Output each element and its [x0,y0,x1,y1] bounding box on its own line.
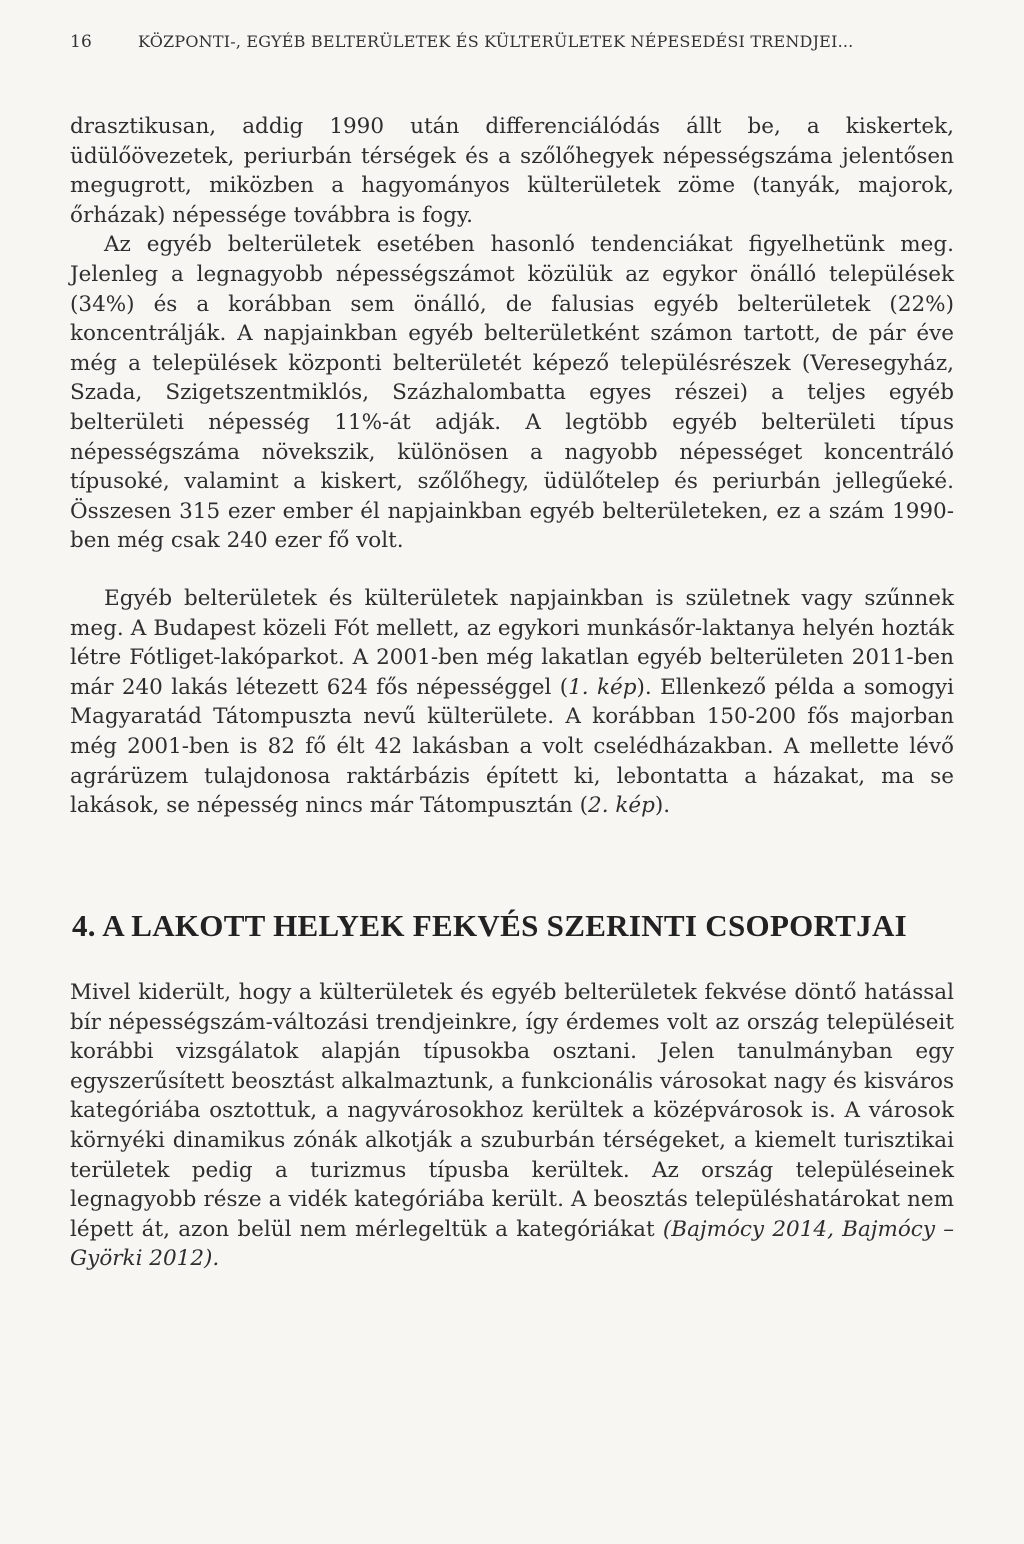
paragraph-fotliget-text-b: ). Ellenkező példa a somogyi Magyaratád Tátompuszta nevű külterülete. A korábban 150-200 fős majorban még 2001-ben is 82 fő élt 42 lakásban a volt cselédházakban. A mellette lévő agrárüzem tulajdonosa raktárbázis épített ki, lebontatta a házakat, ma se lakások, se népesség nincs már Tátompusztán ( [70,674,954,819]
paragraph-fotliget-text-a: Egyéb belterületek és külterületek napjainkban is születnek vagy szűnnek meg. A Budapest közeli Fót mellett, az egykori munkásőr-laktanya helyén hozták létre Fótliget-lakóparkot. A 2001-ben még lakatlan egyéb belterületen 2011-ben már 240 lakás létezett 624 fős népességgel ( [70,586,954,700]
paragraph-fotliget-text-c: ). [654,793,671,819]
paragraph-egyeb-belteruletek: Az egyéb belterületek esetében hasonló tendenciákat figyelhetünk meg. Jelenleg a legnagyobb népességszámot közülük az egykor önálló települések (34%) és a korábban sem önálló, de falusias egyéb belterületek (22%) koncentrálják. A napjainkban egyéb belterületként számon tartott, de pár éve még a települések központi belterületét képező településrészek (Veresegyház, Szada, Szigetszentmiklós, Százhalombatta egyes részei) a teljes egyéb belterületi népesség 11%-át adják. A legtöbb egyéb belterületi típus népességszáma növekszik, különösen a nagyobb népességet koncentráló típusoké, valamint a kiskert, szőlőhegy, üdülőtelep és periurbán jellegűeké. Összesen 315 ezer ember él napjainkban egyéb belterületeken, ez a szám 1990-ben még csak 240 ezer fő volt. [70,232,954,554]
citation-end: . [212,1246,220,1272]
figure-reference-1: 1. kép [568,674,637,700]
section-heading: 4. A LAKOTT HELYEK FEKVÉS SZERINTI CSOPORTJAI [72,908,908,943]
figure-reference-2: 2. kép [588,793,655,819]
paragraph-section-text: Mivel kiderült, hogy a külterületek és egyéb belterületek fekvése döntő hatással bír népességszám-változási trendjeinkre, így érdemes volt az ország településeit korábbi vizsgálatok alapján típusokba osztani. Jelen tanulmányban egy egyszerűsített beosztást alkalmaztunk, a funkcionális városokat nagy és kisváros kategóriába osztottuk, a nagyvárosokhoz kerültek a középvárosok is. A városok környéki dinamikus zónák alkotják a szuburbán térségeket, a kiemelt turisztikai területek pedig a turizmus típusba kerültek. Az ország településeinek legnagyobb része a vidék kategóriába került. A beosztás településhatárokat nem lépett át, azon belül nem mérlegeltük a kategóriákat [70,980,954,1242]
text-block-section [70,978,954,1274]
paragraph-section-intro [70,978,954,1274]
citation: (Bajmócy 2014, Bajmócy – Györki 2012) [70,1216,955,1272]
text-block-middle [70,584,954,821]
paragraph-fotliget [70,584,954,821]
running-head-title: KÖZPONTI-, EGYÉB BELTERÜLETEK ÉS KÜLTERÜLETEK NÉPESEDÉSI TRENDJEI... [138,32,854,51]
running-head [70,32,970,52]
page-number: 16 [70,32,93,52]
text-block-top [70,112,954,556]
paragraph-continued: drasztikusan, addig 1990 után differenciálódás állt be, a kiskertek, üdülőövezetek, periurbán térségek és a szőlőhegyek népességszáma jelentősen megugrott, miközben a hagyományos külterületek zöme (tanyák, majorok, őrházak) népessége továbbra is fogy. [70,114,954,228]
